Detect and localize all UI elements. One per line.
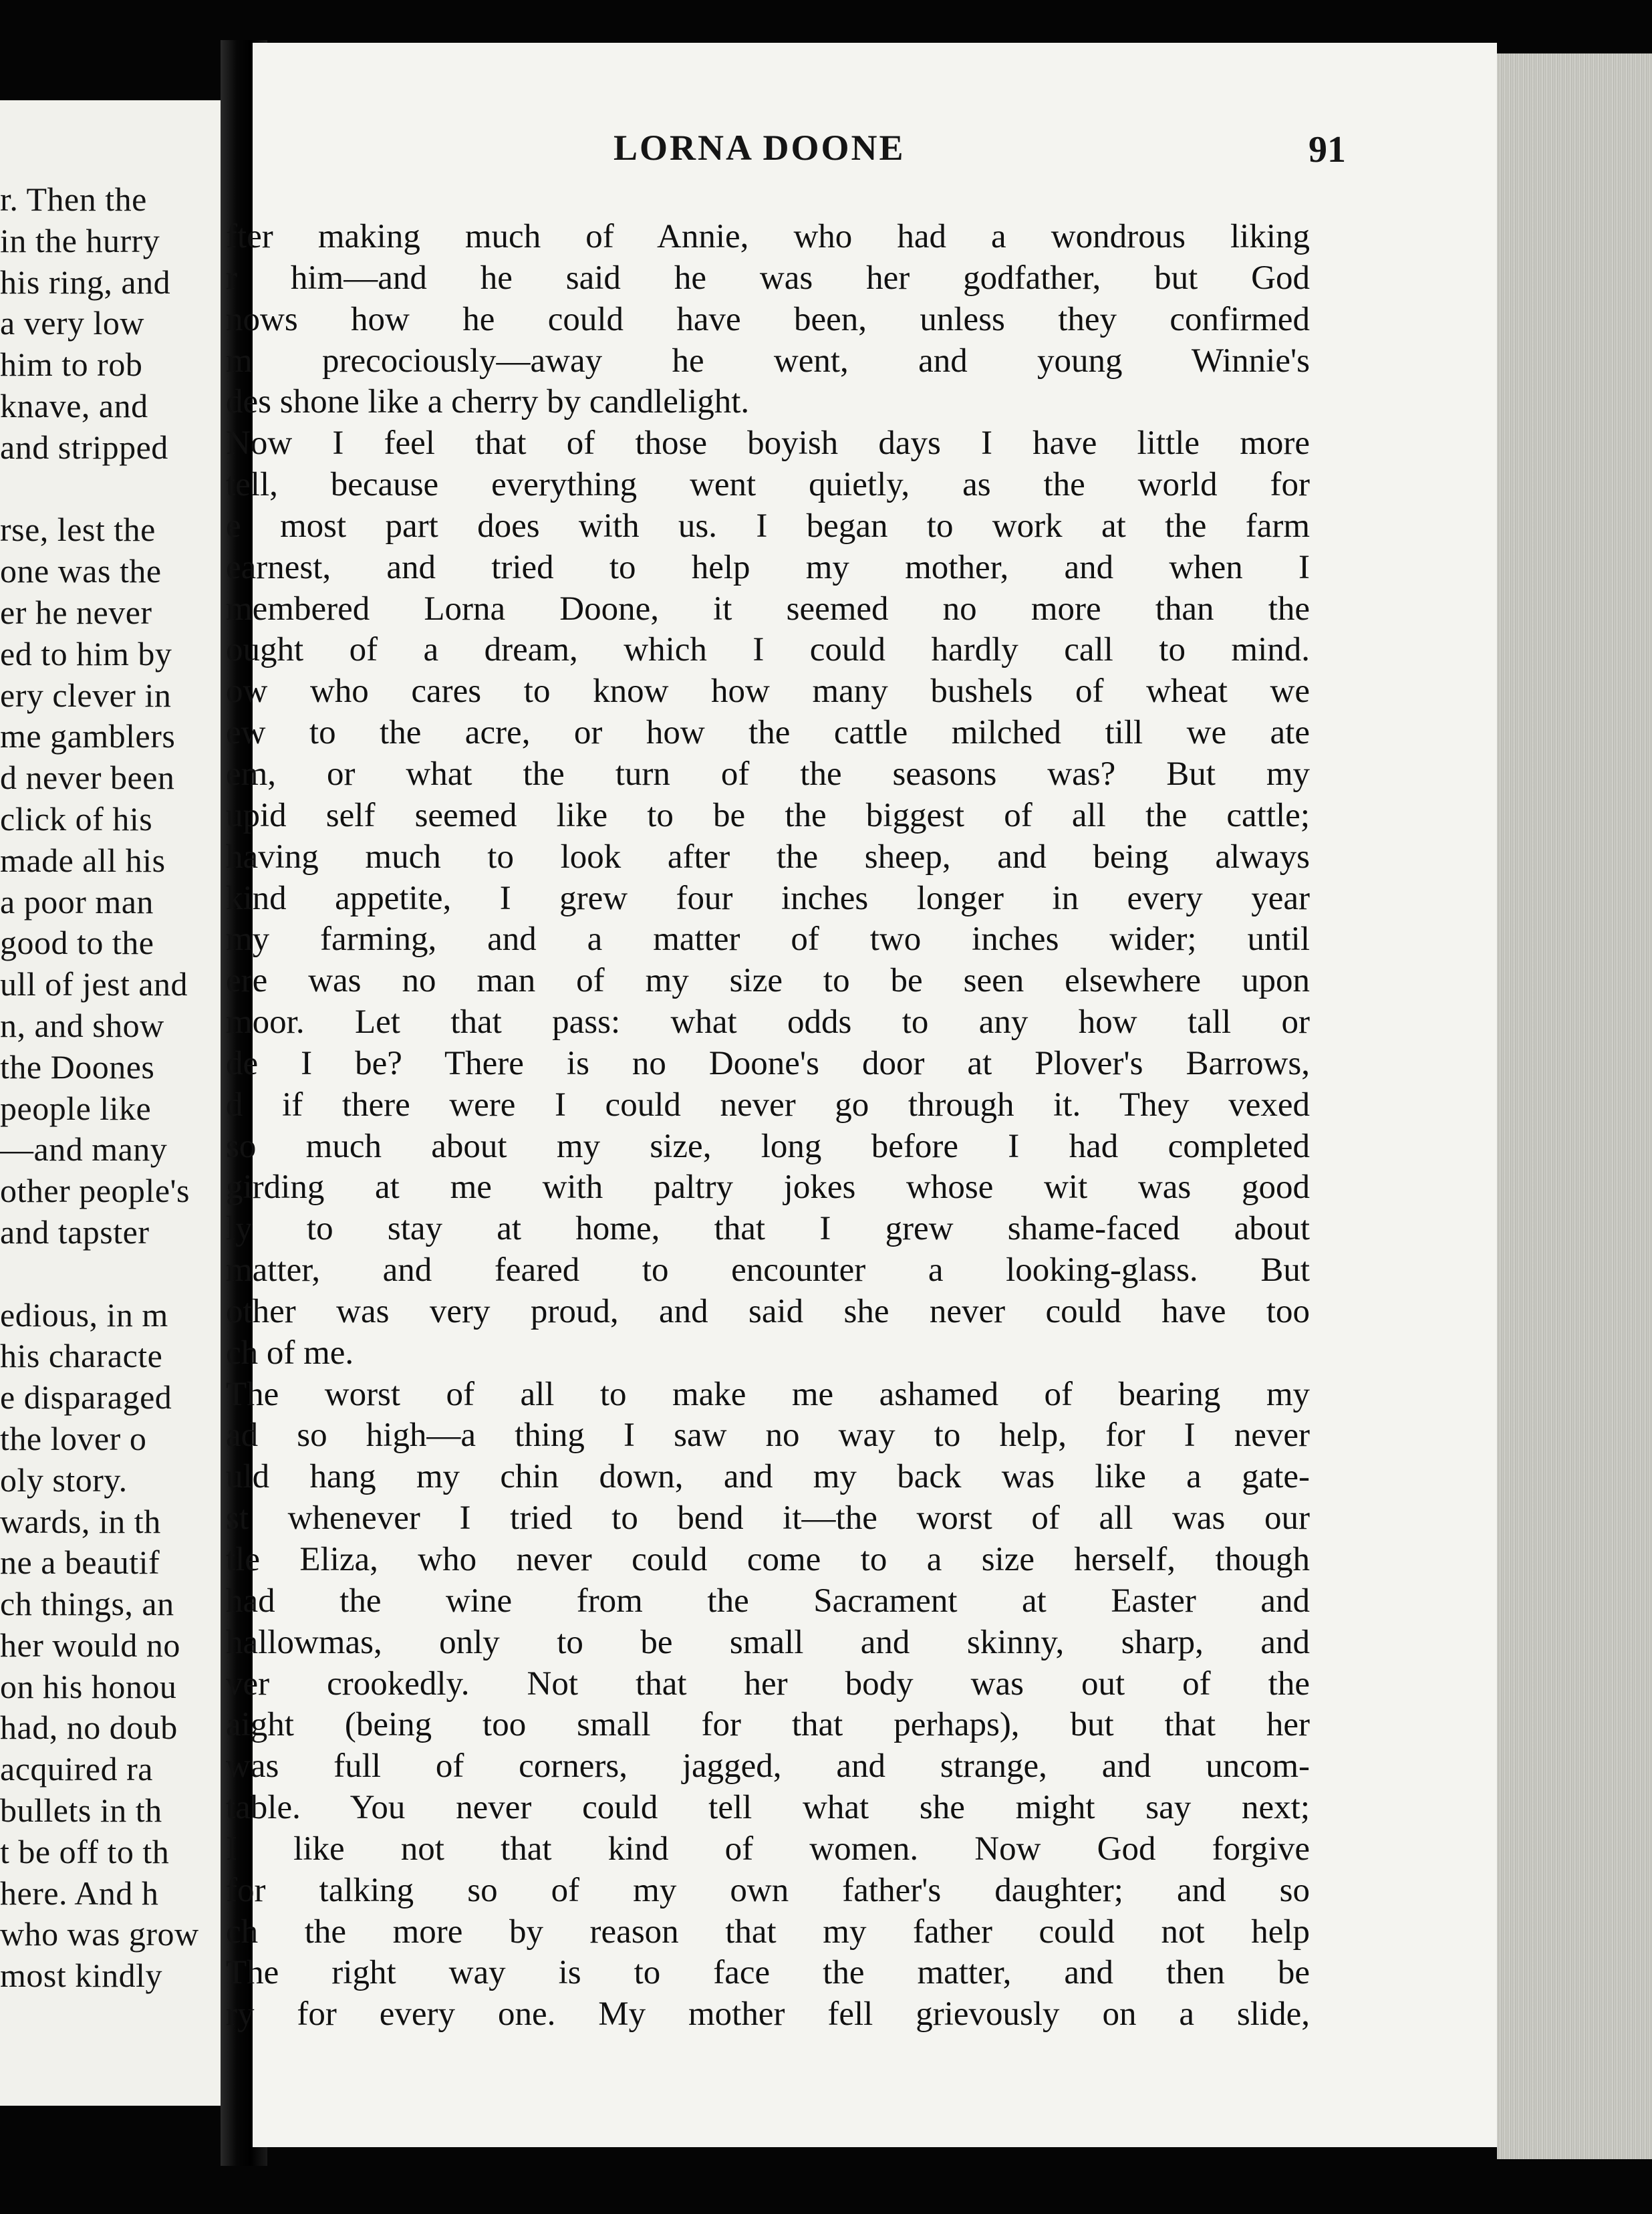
text-line: uld hang my chin down, and my back was like a gate- [226,1458,1310,1496]
text-line: for talking so of my own father's daughter; and so [226,1871,1310,1909]
facing-line: one was the [0,552,162,590]
facing-line: ery clever in [0,676,172,714]
facing-line: e disparaged [0,1378,172,1417]
text-line: The worst of all to make me ashamed of bearing my [226,1375,1310,1413]
facing-line: on his honou [0,1667,177,1705]
text-line: having much to look after the sheep, and being always [226,838,1310,876]
facing-line: his characte [0,1337,163,1375]
text-line: Now I feel that of those boyish days I have little more [226,424,1310,463]
text-line: ry for every one. My mother fell grievously on a slide, [226,1995,1310,2034]
text-line: I like not that kind of women. Now God forgive [226,1830,1310,1868]
text-line: ought of a dream, which I could hardly call to mind. [226,631,1310,669]
facing-line: ed to him by [0,634,172,672]
facing-line: acquired ra [0,1750,153,1788]
text-line: table. You never could tell what she might say next; [226,1789,1310,1827]
facing-line: his ring, and [0,263,171,301]
text-line: d if there were I could never go through it. They vexed [226,1086,1310,1124]
facing-line: a poor man [0,882,154,920]
text-line: de I be? There is no Doone's door at Plover's Barrows, [226,1044,1310,1082]
text-line: ver crookedly. Not that her body was out of the [226,1665,1310,1703]
facing-line: people like [0,1089,152,1127]
facing-line: t be off to th [0,1832,170,1870]
facing-line: a very low [0,304,145,342]
text-line: matter, and feared to encounter a looking-glass. But [226,1251,1310,1289]
running-head-title: LORNA DOONE [613,128,906,168]
text-line: ly to stay at home, that I grew shame-faced about [226,1210,1310,1248]
facing-line: edious, in m [0,1296,168,1334]
facing-line: r. Then the [0,180,147,218]
facing-line: most kindly [0,1957,163,1995]
text-line: moor. Let that pass: what odds to any how tall or [226,1003,1310,1041]
facing-line: him to rob [0,346,143,384]
facing-line: here. And h [0,1874,159,1912]
facing-line: who was grow [0,1915,199,1953]
text-line: ch the more by reason that my father could not help [226,1913,1310,1951]
page-right [226,43,1497,2147]
facing-line: and stripped [0,428,168,466]
facing-line: good to the [0,924,154,962]
body-text [226,217,1522,2036]
text-line: hallowmas, only to be small and skinny, sharp, and [226,1623,1310,1661]
facing-page-left [0,100,241,2106]
running-head [253,120,1497,180]
facing-line: rse, lest the [0,511,156,549]
text-line: em, or what the turn of the seasons was? But my [226,755,1310,793]
text-line: kind appetite, I grew four inches longer in every year [226,879,1310,917]
text-line: so much about my size, long before I had completed [226,1127,1310,1165]
facing-line: n, and show [0,1006,164,1044]
text-line: e most part does with us. I began to work at the farm [226,507,1310,545]
facing-line: made all his [0,841,166,879]
text-line: st whenever I tried to bend it—the worst of all was our [226,1499,1310,1538]
facing-line: ull of jest and [0,965,188,1003]
text-line: upid self seemed like to be the biggest of all the cattle; [226,796,1310,834]
text-line: was full of corners, jagged, and strange, and uncom- [226,1747,1310,1786]
text-line: des shone like a cherry by candlelight. [226,383,750,421]
text-line: tell, because everything went quietly, as the world for [226,466,1310,504]
facing-line: d never been [0,759,175,797]
text-line: m precociously—away he went, and young Winnie's [226,342,1310,380]
text-line: fter making much of Annie, who had a wondrous liking [226,218,1310,255]
facing-line: me gamblers [0,717,176,755]
facing-line: in the hurry [0,221,160,259]
text-line: tle Eliza, who never could come to a size herself, though [226,1541,1310,1578]
text-line: ew to the acre, or how the cattle milched till we ate [226,714,1310,752]
text-line: membered Lorna Doone, it seemed no more than the [226,590,1310,628]
page-number: 91 [1309,129,1346,170]
text-line: ad so high—a thing I saw no way to help, for I never [226,1417,1310,1455]
text-line: my farming, and a matter of two inches wider; until [226,920,1310,959]
text-line: had the wine from the Sacrament at Easter and [226,1582,1310,1620]
facing-line: er he never [0,593,152,631]
facing-line: ch things, an [0,1585,174,1623]
facing-line: —and many [0,1130,168,1168]
facing-line: the lover o [0,1419,147,1457]
book-page-edges [1497,53,1652,2159]
facing-line: and tapster [0,1213,150,1251]
facing-line: her would no [0,1626,180,1664]
text-line: ch of me. [226,1334,354,1372]
text-line: earnest, and tried to help my mother, and when I [226,548,1310,586]
facing-line: bullets in th [0,1792,162,1830]
facing-line: oly story. [0,1461,128,1499]
facing-line: click of his [0,800,153,838]
text-line: ow who cares to know how many bushels of wheat we [226,672,1310,711]
text-line: ere was no man of my size to be seen elsewhere upon [226,962,1310,1000]
facing-line: had, no doub [0,1709,178,1747]
text-line: other was very proud, and said she never could have too [226,1292,1310,1330]
facing-line: wards, in th [0,1502,161,1540]
text-line: girding at me with paltry jokes whose wit was good [226,1168,1310,1207]
text-line: nows how he could have been, unless they confirmed [226,300,1310,338]
facing-line: knave, and [0,386,148,424]
text-line: r him—and he said he was her godfather, but God [226,259,1310,297]
facing-line: other people's [0,1172,190,1210]
text-line: The right way is to face the matter, and then be [226,1954,1310,1992]
text-line: aight (being too small for that perhaps), but that her [226,1706,1310,1744]
facing-line: the Doones [0,1048,155,1086]
facing-line: ne a beautif [0,1544,160,1582]
